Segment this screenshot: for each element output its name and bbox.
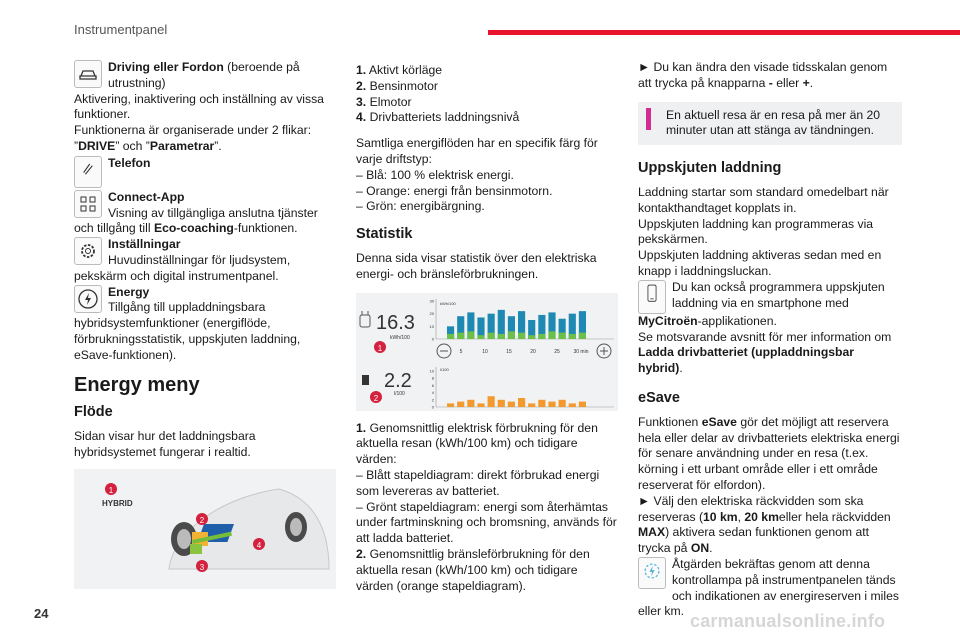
driving-entry — [74, 60, 336, 92]
y-tick-label: 10 — [429, 368, 434, 374]
orange-bar — [569, 403, 576, 407]
orange-bar — [447, 403, 454, 407]
ev-plug-icon — [360, 311, 370, 327]
green-bar — [508, 331, 515, 339]
y-tick-label: 20 — [429, 310, 434, 316]
x-ticks — [460, 349, 589, 355]
flows-intro: Samtliga energiflöden har en specifik färg för varje driftstyp: — [356, 136, 598, 166]
driving-desc: Aktivering, inaktivering och inställning av vissa funktioner. — [74, 91, 324, 122]
connect-title: Connect-App — [108, 189, 185, 204]
green-bar — [548, 331, 555, 339]
marker-2-label: 2 — [199, 515, 205, 525]
telefon-entry — [74, 156, 336, 188]
y-tick-label: 6 — [431, 382, 434, 388]
flode-heading: Flöde — [74, 404, 113, 421]
top-chart-unit: kWh/100 — [440, 300, 456, 306]
orange-bar — [518, 398, 525, 407]
stat-marker-2-label: 2 — [373, 393, 379, 403]
smartphone-text: Du kan också programmera uppskjuten laddning via en smartphone med — [672, 279, 885, 310]
green-bar — [477, 335, 484, 339]
y-tick-label: 10 — [429, 323, 434, 329]
marker-1-label: 1 — [108, 485, 114, 495]
flode-desc: Sidan visar hur det laddningsbara hybridsystemet fungerar i realtid. — [74, 429, 256, 459]
orange-bar — [467, 399, 474, 406]
y-tick-label: 4 — [431, 389, 434, 395]
driving-title: Driving eller Fordon — [108, 60, 224, 74]
settings-desc: Huvudinställningar för ljudsystem, pekskärm och digital instrumentpanel. — [74, 252, 291, 283]
x-tick-label: 30 min — [573, 348, 589, 355]
telefon-title: Telefon — [108, 155, 151, 170]
orange-bar — [477, 403, 484, 407]
connect-entry: Connect-App Visning av tillgängliga anslutna tjänster och tillgång till Eco-coaching-funktionen. — [74, 189, 318, 236]
uppskjuten-heading: Uppskjuten laddning — [638, 160, 782, 177]
phone-icon — [74, 156, 102, 188]
orange-bar — [559, 399, 566, 406]
minus-button[interactable] — [437, 344, 451, 358]
flow-blue: – Blå: 100 % elektrisk energi. — [356, 167, 514, 182]
orange-bar — [508, 401, 515, 406]
y-tick-label: 8 — [431, 375, 434, 381]
statistik-heading: Statistik — [356, 226, 413, 243]
x-tick-label: 25 — [554, 348, 560, 355]
list-item: 1. Aktivt körläge — [356, 63, 443, 77]
orange-bar — [579, 401, 586, 406]
list-item: 2. Bensinmotor — [356, 78, 438, 93]
hybrid-label: HYBRID — [102, 498, 133, 508]
orange-bar — [528, 403, 535, 407]
column-1 — [74, 60, 336, 589]
bottom-bars — [447, 396, 586, 407]
mycitroen-line: MyCitroën-applikationen. — [638, 313, 777, 328]
info-icon — [646, 108, 651, 130]
green-bar — [498, 333, 505, 338]
fuel-consumption-unit: l/100 — [394, 390, 405, 397]
fuel-pump-icon — [362, 375, 369, 385]
smartphone-entry — [638, 280, 902, 314]
orange-bar — [488, 396, 495, 407]
bottom-y-ticks — [430, 368, 435, 409]
stat-legend-1: 1. Genomsnittlig elektrisk förbrukning för den aktuella resan (kWh/100 km) och tidigare värden: — [356, 420, 598, 467]
energy-title: Energy — [108, 284, 150, 299]
stat-marker-1-label: 1 — [377, 343, 383, 353]
statistik-desc: Denna sida visar statistik över den elektriska energi- och bränsleförbrukningen. — [356, 250, 597, 281]
apps-grid-icon — [74, 190, 102, 218]
orange-bar — [498, 399, 505, 406]
marker-3-label: 3 — [199, 562, 205, 572]
column-2 — [356, 63, 618, 594]
upp-p2: Uppskjuten laddning kan programmeras via pekskärmen. — [638, 216, 874, 247]
smartphone-icon — [638, 280, 666, 314]
esave-confirm-text: Åtgärden bekräftas genom att denna kontrollampa på instrumentpanelen tänds och indikationen av energireserven i miles eller km. — [638, 556, 899, 619]
upp-p1: Laddning startar som standard omedelbart när kontakthandtaget kopplats in. — [638, 184, 889, 215]
orange-bar — [457, 401, 464, 406]
plus-button[interactable] — [597, 344, 611, 358]
marker-4-label: 4 — [256, 540, 262, 550]
settings-title: Inställningar — [108, 237, 181, 252]
flow-green: – Grön: energibärgning. — [356, 199, 485, 214]
y-tick-label: 0 — [431, 404, 434, 410]
esave-heading: eSave — [638, 389, 680, 406]
energy-entry — [74, 285, 336, 364]
list-item: 3. Elmotor — [356, 94, 412, 109]
info-note — [638, 102, 902, 146]
ev-consumption-value: 16.3 — [376, 311, 415, 334]
stat-legend-1b: – Grönt stapeldiagram: energi som återhämtas under fartminskning och bromsning, används för att ladda batteriet. — [356, 499, 617, 546]
orange-bar — [548, 401, 555, 406]
green-bar — [518, 332, 525, 338]
upp-p3: Uppskjuten laddning aktiveras sedan med en knapp i laddningsluckan. — [638, 248, 882, 278]
settings-entry — [74, 237, 336, 284]
green-bar — [569, 333, 576, 338]
green-bar — [559, 332, 566, 338]
stat-legend-2: 2. Genomsnittlig bränsleförbrukning för den aktuella resan (kWh/100 km) och tidigare värden (orange stapeldiagram). — [356, 546, 590, 593]
timescale-instruction: ► Du kan ändra den visade tidsskalan genom att trycka på knapparna - eller +. — [638, 60, 888, 90]
x-tick-label: 15 — [506, 348, 512, 355]
gear-icon — [74, 237, 102, 265]
esave-lamp-icon — [638, 557, 666, 589]
esave-desc: Funktionen eSave gör det möjligt att reservera hela eller delar av drivbatteriets elektriska energi för senare användning under en resa (t.ex. körning i ett urbant område eller i ett område reserverat för elfordon). — [638, 414, 900, 492]
running-header: Instrumentpanel — [74, 22, 168, 37]
y-tick-label: 30 — [429, 298, 434, 304]
flow-legend-list — [356, 63, 618, 126]
energy-menu-heading: Energy meny — [74, 373, 200, 396]
y-tick-label: 2 — [431, 396, 434, 402]
car-icon — [74, 60, 102, 88]
ev-consumption-unit: kWh/100 — [390, 334, 410, 341]
stat-legend-1a: – Blått stapeldiagram: direkt förbrukad energi som levereras av batteriet. — [356, 467, 600, 498]
green-bar — [538, 333, 545, 338]
top-y-ticks — [430, 298, 435, 341]
x-tick-label: 20 — [530, 348, 536, 355]
green-bar — [467, 331, 474, 339]
bottom-chart-unit: l/100 — [440, 366, 449, 372]
info-note-text: En aktuell resa är en resa på mer än 20 minuter utan att stänga av tändningen. — [666, 107, 881, 138]
reference-line: Se motsvarande avsnitt för mer information om Ladda drivbatteriet (uppladdningsbar hybrid). — [638, 329, 892, 376]
green-bar — [488, 332, 495, 338]
green-bar — [528, 335, 535, 339]
esave-select: ► Välj den elektriska räckvidden som ska reserveras (10 km, 20 kmeller hela räckvidden MAX) aktivera sedan funktionen genom att trycka på ON. — [638, 493, 891, 556]
green-bar — [457, 332, 464, 338]
driving-tabs: Funktionerna är organiserade under 2 flikar: ”DRIVE” och ”Parametrar”. — [74, 123, 312, 153]
statistics-image — [356, 293, 618, 411]
footer-watermark: carmanualsonline.info — [690, 611, 886, 631]
hybrid-flow-image — [74, 469, 336, 589]
fuel-consumption-value: 2.2 — [384, 369, 412, 392]
top-bars — [447, 309, 586, 338]
y-tick-label: 0 — [431, 336, 434, 342]
list-item: 4. Drivbatteriets laddningsnivå — [356, 110, 520, 125]
column-3 — [638, 60, 902, 620]
orange-bar — [538, 399, 545, 406]
header-accent-bar — [488, 30, 960, 35]
x-tick-label: 10 — [482, 348, 488, 355]
green-bar — [447, 333, 454, 338]
energy-bolt-icon — [74, 285, 102, 313]
driving-rest: (beroende på utrustning) — [108, 60, 300, 90]
green-bar — [579, 332, 586, 338]
energy-desc: Tillgång till uppladdningsbara hybridsystemfunktioner (energiflöde, förbrukningsstatistik, uppskjuten laddning, eSave-funktionen). — [74, 300, 301, 362]
page-number: 24 — [34, 606, 49, 621]
x-tick-label: 5 — [459, 348, 463, 355]
flow-orange: – Orange: energi från bensinmotorn. — [356, 183, 553, 198]
